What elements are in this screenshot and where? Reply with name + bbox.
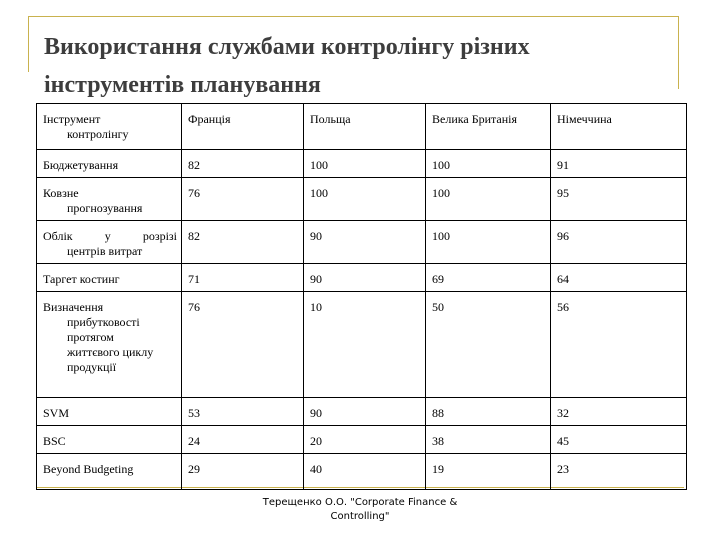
table-row — [37, 178, 687, 221]
cell-value: 10 — [304, 292, 426, 398]
row-label-line: центрів витрат — [67, 244, 143, 258]
cell-value: 100 — [426, 150, 551, 178]
row-label — [37, 221, 182, 264]
row-label — [37, 178, 182, 221]
cell-value: 100 — [426, 221, 551, 264]
header-cell-france: Франція — [182, 104, 304, 150]
cell-value: 69 — [426, 264, 551, 292]
cell-value: 100 — [304, 178, 426, 221]
row-label-line: Бюджетування — [43, 158, 119, 172]
row-label — [37, 292, 182, 398]
table-row — [37, 150, 687, 178]
table-row — [37, 426, 687, 454]
cell-value: 82 — [182, 221, 304, 264]
row-label-line: Визначення — [43, 300, 104, 314]
table-row — [37, 292, 687, 398]
row-label — [37, 150, 182, 178]
row-label-line: SVM — [43, 406, 70, 420]
header-tool-line-2: контролінгу — [67, 127, 129, 141]
table-row — [37, 454, 687, 490]
row-label-line: Ковзне — [43, 186, 79, 200]
header-tool-line-1: Інструмент — [43, 112, 101, 126]
cell-value: 56 — [551, 292, 687, 398]
cell-value: 45 — [551, 426, 687, 454]
header-cell-tool — [37, 104, 182, 150]
table-row — [37, 264, 687, 292]
cell-value: 32 — [551, 398, 687, 426]
header-cell-uk: Велика Британія — [426, 104, 551, 150]
cell-value: 76 — [182, 292, 304, 398]
table-row — [37, 221, 687, 264]
row-label-line: прибутковості — [67, 315, 140, 329]
row-label-line: Таргет костинг — [43, 272, 120, 286]
footer-line-2: Controlling" — [330, 511, 390, 522]
cell-value: 53 — [182, 398, 304, 426]
cell-value: 40 — [304, 454, 426, 490]
row-label — [37, 454, 182, 490]
cell-value: 100 — [304, 150, 426, 178]
cell-value: 91 — [551, 150, 687, 178]
slide-title — [44, 28, 674, 104]
row-label-line: прогнозування — [67, 201, 143, 215]
row-label-line: Beyond Budgeting — [43, 462, 134, 476]
title-line-2: інструментів планування — [44, 72, 321, 98]
header-cell-poland: Польща — [304, 104, 426, 150]
row-label-line: життєвого циклу — [67, 345, 154, 359]
cell-value: 100 — [426, 178, 551, 221]
cell-value: 71 — [182, 264, 304, 292]
row-label-line: продукції — [67, 360, 117, 374]
cell-value: 29 — [182, 454, 304, 490]
footer-line-1: Терещенко О.О. "Corporate Finance & — [262, 497, 458, 508]
cell-value: 90 — [304, 398, 426, 426]
cell-value: 95 — [551, 178, 687, 221]
row-label-line: BSC — [43, 434, 66, 448]
slide-frame-left — [28, 16, 41, 72]
cell-value: 82 — [182, 150, 304, 178]
row-label — [37, 398, 182, 426]
cell-value: 19 — [426, 454, 551, 490]
header-cell-germany: Німеччина — [551, 104, 687, 150]
row-label — [37, 426, 182, 454]
table-row — [37, 398, 687, 426]
cell-value: 24 — [182, 426, 304, 454]
cell-value: 23 — [551, 454, 687, 490]
row-label-line: протягом — [67, 330, 114, 344]
cell-value: 64 — [551, 264, 687, 292]
cell-value: 96 — [551, 221, 687, 264]
cell-value: 90 — [304, 264, 426, 292]
cell-value: 76 — [182, 178, 304, 221]
planning-tools-table — [36, 103, 687, 490]
footer-citation — [250, 496, 470, 524]
row-label — [37, 264, 182, 292]
cell-value: 88 — [426, 398, 551, 426]
row-label-line: Облік у розрізі — [43, 229, 177, 243]
cell-value: 20 — [304, 426, 426, 454]
cell-value: 50 — [426, 292, 551, 398]
table-header-row — [37, 104, 687, 150]
cell-value: 38 — [426, 426, 551, 454]
cell-value: 90 — [304, 221, 426, 264]
title-line-1: Використання службами контролінгу різних — [44, 34, 530, 60]
